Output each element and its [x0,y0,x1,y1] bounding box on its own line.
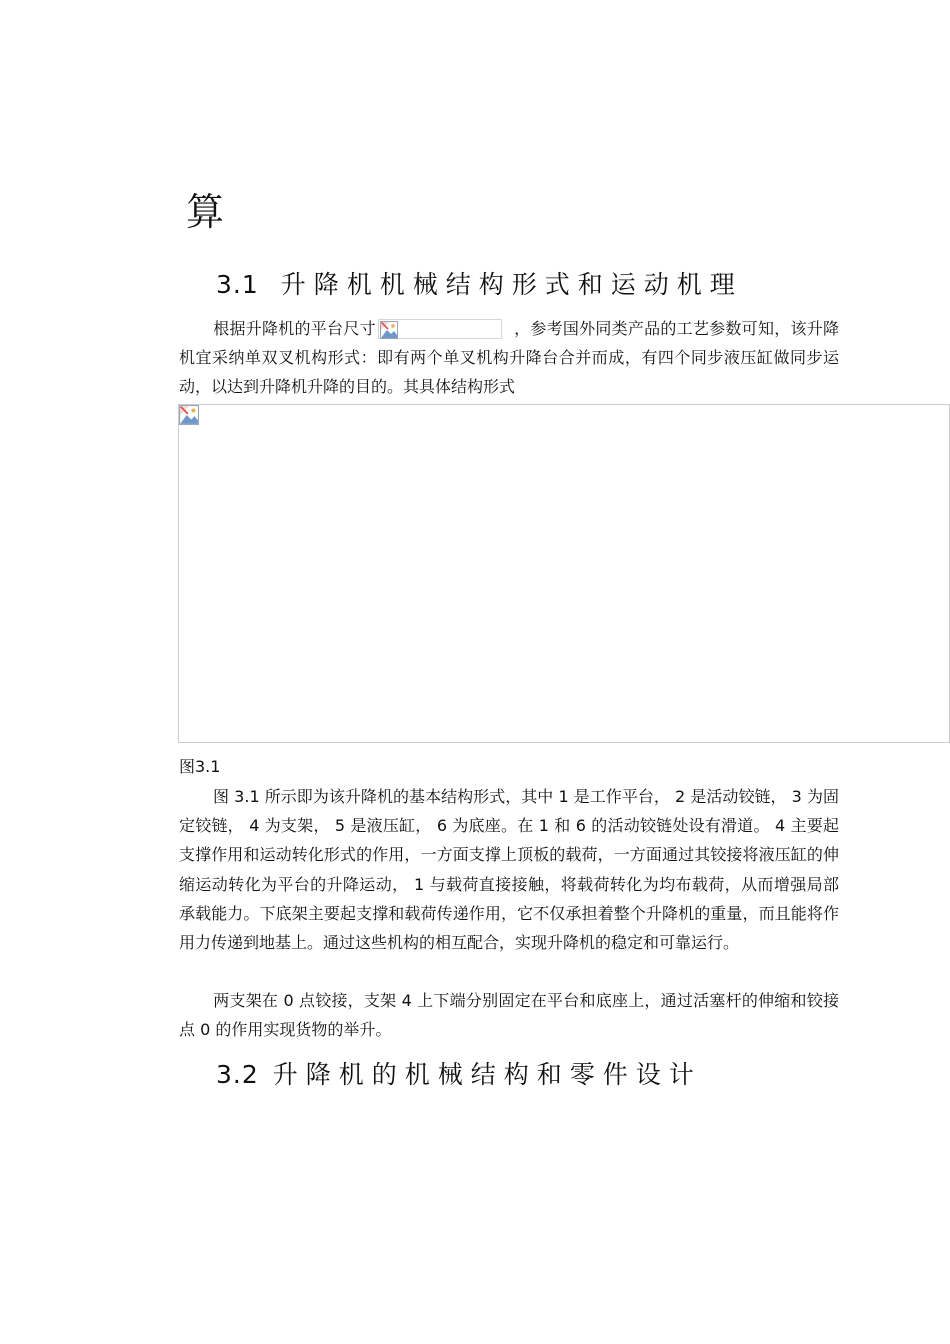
intro-text-before: 根据升降机的平台尺寸 [213,319,376,338]
paragraph-text: 两支架在 0 点铰接，支架 4 上下端分别固定在平台和底座上，通过活塞杆的伸缩和铰接点 0 的作用实现货物的举升。 [179,991,839,1040]
section-heading-3-1 [216,268,743,302]
broken-image-icon [380,321,398,339]
figure-3-1-image [178,404,950,743]
section-title: 升降机的机械结构和零件设计 [272,1060,702,1089]
intro-text-after: ，参考国外同类产品的工艺参数可知，该升降机宜采纳单双叉机构形式：即有两个单叉机构升降台合并而成，有四个同步液压缸做同步运动，以达到升降机升降的目的。其具体结构形式 [179,319,839,397]
section-title: 升降机机械结构形式和运动机理 [280,270,743,299]
body-paragraph [179,782,839,957]
broken-image-icon [179,405,199,425]
inline-formula-image [378,319,502,339]
body-paragraph [179,986,839,1044]
section-heading-3-2 [216,1058,702,1092]
chapter-title-fragment: 算 [186,190,225,234]
section-number: 3.2 [216,1060,259,1089]
paragraph-text: 图 3.1 所示即为该升降机的基本结构形式，其中 1 是工作平台， 2 是活动铰链， 3 为固定铰链， 4 为支架， 5 是液压缸， 6 为底座。在 1 和 6 的活动铰链处设有滑道。 4 主要起支撑作用和运动转化形式的作用，一方面支撑上顶板的载荷，一方面通过其铰接将液压缸的伸缩运动转化为平台的升降运动， 1 与载荷直接接触，将载荷转化为均布载荷，从而增强局部承载能力。下底架主要起支撑和载荷传递作用，它不仅承担着整个升降机的重量，而且能将作用力传递到地基上。通过这些机构的相互配合，实现升降机的稳定和可靠运行。 [179,787,839,953]
section-number: 3.1 [216,270,259,299]
intro-paragraph [179,314,839,402]
figure-caption: 图3.1 [179,757,221,776]
